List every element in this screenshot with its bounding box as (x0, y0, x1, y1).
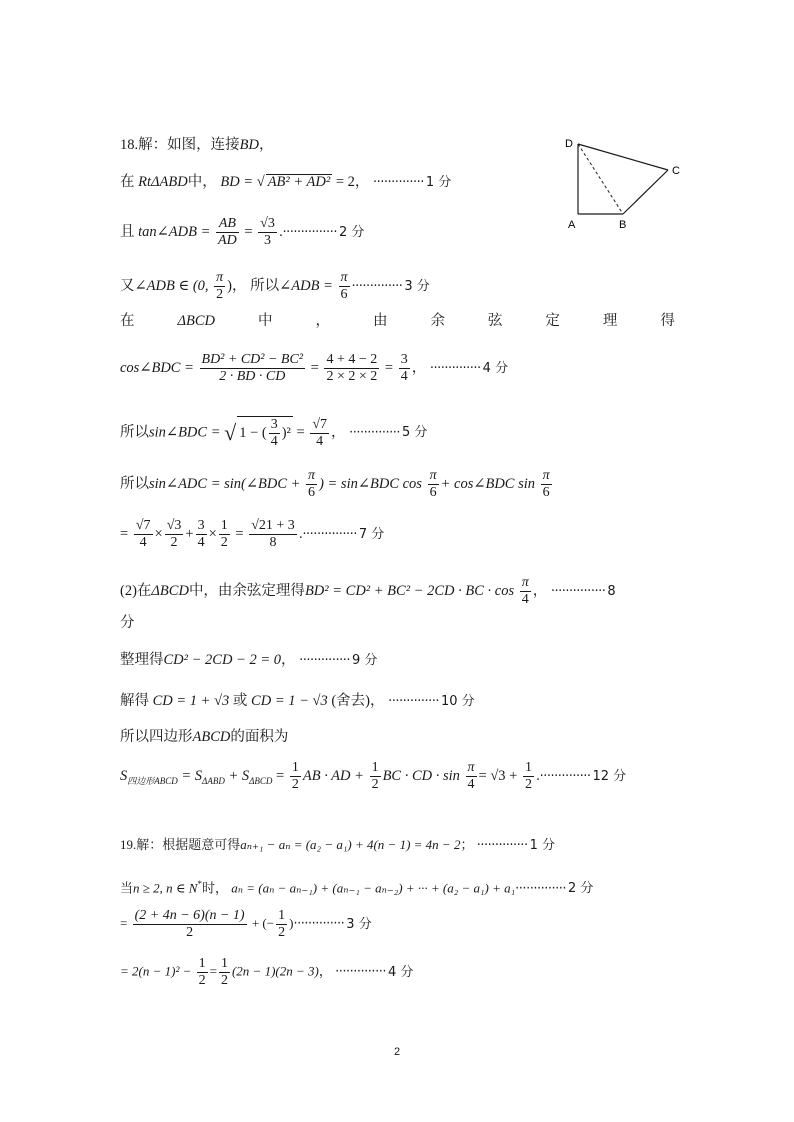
math: + (− (251, 915, 275, 931)
text: (2)在 (120, 582, 152, 599)
p18-line-13 (120, 694, 475, 709)
fraction (249, 518, 297, 551)
math: ∠ADB = (279, 277, 333, 294)
denominator: 4 (197, 535, 205, 551)
p18-line-9 (120, 518, 384, 551)
text: ， (331, 424, 346, 441)
numerator: π (520, 575, 531, 592)
radicand (237, 416, 293, 450)
math: = (296, 424, 305, 441)
text: ， (354, 174, 370, 190)
text: 得 (660, 313, 675, 329)
p18-line-4 (120, 270, 430, 303)
p19-line-1 (120, 838, 555, 852)
text: 所以四边形 (120, 729, 193, 745)
math: ∠ADB ∈ (0, (134, 277, 209, 294)
math: ) (289, 915, 294, 931)
superscript: * (197, 879, 202, 889)
denominator: 8 (269, 535, 277, 551)
math: CD² − 2CD − 2 = 0 (163, 652, 281, 668)
text: ； (460, 837, 474, 852)
math: Rt (138, 174, 152, 190)
fraction (399, 352, 410, 385)
edge-BC (623, 170, 668, 214)
edge-DC (578, 144, 668, 170)
math: = (120, 915, 128, 931)
fraction (197, 956, 208, 989)
p18-line-12 (120, 653, 377, 668)
numerator: π (306, 468, 317, 485)
math: BD² = CD² + BC² − 2CD · BC · cos (304, 582, 515, 599)
denominator: 4 (521, 592, 529, 608)
page-number: 2 (393, 1046, 401, 1058)
numerator: √7 (134, 518, 153, 535)
denominator: 2 (220, 973, 228, 989)
denominator: 2 (278, 925, 286, 941)
text: 余 (430, 313, 445, 329)
fraction (165, 518, 184, 551)
text: 且 (120, 223, 135, 240)
p18-line-1 (120, 138, 273, 153)
dot-leader: ·············· (515, 881, 567, 897)
denominator: 4 (467, 777, 475, 793)
numerator: π (339, 270, 350, 287)
sqrt: √ AB² + AD² (256, 174, 331, 190)
math: = (235, 525, 244, 542)
math: ΔABD (151, 174, 188, 190)
denominator: 3 (263, 233, 271, 249)
score: 10 分 (441, 694, 475, 709)
dot-leader: ·············· (429, 360, 481, 376)
denominator: 2 (371, 777, 379, 793)
math: ) (227, 277, 233, 294)
text: 弦 (487, 313, 503, 329)
dot-leader: .··············· (298, 526, 357, 542)
numerator: π (428, 468, 439, 485)
dot-leader: ·············· (335, 964, 386, 980)
text: 所以 (120, 475, 149, 492)
radicand: AB² + AD² (267, 174, 331, 190)
fraction (520, 575, 531, 608)
score: 9 分 (351, 653, 378, 668)
math: + S (228, 767, 250, 784)
p18-line-6 (120, 352, 508, 385)
fraction (196, 518, 207, 551)
denominator: 2 · BD · CD (219, 369, 286, 385)
numerator: √3 (258, 216, 277, 233)
math: × (154, 525, 163, 542)
subscript: ΔABD (202, 775, 225, 786)
numerator: 1 (276, 908, 287, 925)
fraction (133, 908, 247, 941)
text: ， (258, 137, 274, 153)
math: = √3 + (478, 767, 518, 784)
fraction (339, 270, 350, 303)
fraction (324, 352, 379, 385)
numerator: √7 (310, 417, 329, 434)
math: = (310, 359, 319, 376)
math: × (208, 525, 217, 542)
fraction (290, 760, 301, 793)
p18-line-2 (120, 174, 451, 190)
dot-leader: ··············· (550, 583, 606, 599)
numerator: 1 (197, 956, 208, 973)
math: = 2 (332, 174, 355, 190)
text: 解得 (120, 693, 149, 709)
p19-line-4 (120, 956, 413, 989)
fraction (214, 270, 225, 303)
denominator: 4 (316, 433, 324, 449)
denominator: 6 (542, 485, 550, 501)
quadrilateral-figure (560, 132, 690, 236)
denominator: 6 (429, 485, 437, 501)
math: 1 − ( (239, 424, 267, 441)
score: 7 分 (358, 526, 385, 542)
math: = (244, 223, 253, 240)
p18-line-15 (120, 760, 626, 793)
score: 3 分 (346, 916, 372, 932)
text: 在 (120, 313, 135, 329)
label-C: C (672, 165, 680, 177)
fraction (466, 760, 477, 793)
text: 18.解：如图，连接 (120, 137, 240, 153)
dot-leader: .·············· (536, 768, 591, 784)
math: )² (281, 424, 291, 441)
math: ΔBCD (151, 582, 189, 599)
dot-leader: ·············· (293, 916, 345, 932)
text: 定 (545, 313, 560, 329)
denominator: 2 × 2 × 2 (326, 369, 378, 385)
math: = 2(n − 1)² − (120, 963, 192, 979)
score: 2 分 (338, 224, 365, 240)
fraction (428, 468, 439, 501)
text: 整理得 (120, 652, 164, 668)
numerator: BD² + CD² − BC² (200, 352, 306, 369)
text: ， (318, 963, 332, 979)
score: 2 分 (568, 881, 594, 897)
math: + cos∠BDC sin (440, 475, 536, 492)
numerator: 3 (196, 518, 207, 535)
text: ， (281, 652, 296, 668)
numerator: 1 (290, 760, 301, 777)
numerator: 3 (399, 352, 410, 369)
denominator: 2 (170, 535, 178, 551)
math: = (276, 767, 285, 784)
math: sin∠BDC = (149, 424, 221, 441)
text: 由 (372, 313, 388, 329)
numerator: √21 + 3 (249, 518, 297, 535)
dot-leader: ·············· (349, 425, 400, 441)
fraction (134, 518, 153, 551)
p18-line-3 (120, 216, 364, 249)
subscript: 四边形ABCD (127, 775, 178, 786)
dot-leader: .··············· (278, 224, 337, 240)
denominator: 2 (216, 287, 224, 303)
math: (2n − 1)(2n − 3) (231, 963, 319, 979)
denominator: 4 (139, 535, 147, 551)
denominator: 6 (308, 485, 316, 501)
numerator: (2 + 4n − 6)(n − 1) (133, 908, 247, 925)
p18-line-11 (120, 616, 135, 631)
p18-line-14 (120, 730, 288, 745)
math: = (384, 359, 394, 376)
math: ) = sin∠BDC cos (319, 475, 422, 492)
sqrt: √ (224, 420, 237, 446)
score: 分 (120, 615, 135, 631)
math: aₙ = (aₙ − aₙ₋₁) + (aₙ₋₁ − aₙ₋₂) + ··· + (a₂ − a₁) + a₁ (231, 880, 516, 896)
score: 5 分 (402, 425, 428, 441)
denominator: 2 (291, 777, 299, 793)
score: 4 分 (482, 360, 509, 376)
p19-line-3 (120, 908, 372, 941)
math: ΔBCD (177, 313, 215, 329)
dot-leader: ·············· (351, 278, 403, 294)
p18-line-10 (120, 575, 616, 608)
fraction (276, 908, 287, 941)
subscript: ΔBCD (249, 775, 273, 786)
math: BD (239, 137, 259, 153)
text: 又 (120, 277, 135, 294)
math: + (185, 525, 194, 542)
numerator: √3 (165, 518, 184, 535)
dot-leader: ·············· (476, 838, 528, 853)
fraction (216, 216, 239, 249)
score: 8 (607, 583, 616, 599)
numerator: AB (216, 216, 239, 233)
fraction (200, 352, 306, 385)
math: n ≥ 2, n ∈ N (133, 880, 198, 896)
math: = (209, 963, 217, 979)
text: (舍去)， (331, 693, 385, 709)
p18-line-8 (120, 468, 554, 501)
score: 12 分 (592, 768, 627, 784)
p19-line-2 (120, 880, 593, 895)
text: 中，由余弦定理得 (188, 582, 305, 599)
numerator: 1 (219, 518, 230, 535)
math: BD = (220, 174, 257, 190)
numerator: π (214, 270, 225, 287)
numerator: 3 (269, 417, 280, 434)
math: CD = 1 − √3 (251, 693, 328, 709)
fraction (258, 216, 277, 249)
fraction (541, 468, 552, 501)
label-D: D (565, 138, 573, 150)
denominator: 2 (186, 925, 194, 941)
score: 4 分 (387, 964, 414, 980)
math: sin∠ADC = sin(∠BDC + (149, 475, 301, 492)
numerator: 1 (370, 760, 381, 777)
denominator: 6 (340, 287, 348, 303)
numerator: π (541, 468, 552, 485)
text: ， (315, 313, 330, 329)
label-B: B (619, 219, 627, 231)
dot-leader: ·············· (299, 653, 350, 668)
p18-line-7 (120, 416, 427, 450)
numerator: π (466, 760, 477, 777)
math: = S (181, 767, 203, 784)
fraction (219, 518, 230, 551)
text: 时， (201, 880, 228, 896)
text: 19.解：根据题意可得 (120, 837, 241, 852)
text: 当 (120, 880, 134, 896)
fraction (219, 956, 230, 989)
text: 或 (232, 693, 248, 709)
denominator: 2 (525, 777, 532, 793)
text: ， 所以 (232, 277, 280, 294)
math: tan∠ADB = (138, 223, 215, 240)
math: = (120, 525, 129, 542)
text: 所以 (120, 424, 149, 441)
text: 中 (257, 313, 273, 329)
fraction (523, 760, 534, 793)
score: 3 分 (404, 278, 430, 294)
math: ABCD (192, 729, 231, 745)
p18-line-5 (120, 314, 675, 329)
numerator: 1 (523, 760, 534, 777)
fraction (370, 760, 381, 793)
text: 的面积为 (230, 729, 289, 745)
denominator: 4 (400, 369, 408, 385)
text: ， (411, 359, 427, 376)
fraction (310, 417, 329, 450)
score: 1 分 (425, 175, 452, 190)
math: BC · CD · sin (382, 767, 460, 784)
denominator: 4 (270, 434, 278, 450)
math: aₙ₊₁ − aₙ = (a₂ − a₁) + 4(n − 1) = 4n − 2 (240, 837, 461, 852)
math: CD = 1 + √3 (152, 693, 230, 709)
numerator: 1 (219, 956, 230, 973)
denominator: AD (218, 233, 237, 249)
math: S (120, 767, 128, 784)
numerator: 4 + 4 − 2 (324, 352, 379, 369)
dot-leader: ·············· (373, 175, 424, 190)
text: 理 (602, 313, 618, 329)
denominator: 2 (220, 535, 228, 551)
fraction (306, 468, 317, 501)
math: AB · AD + (302, 767, 364, 784)
dot-leader: ·············· (388, 694, 439, 709)
math: cos∠BDC = (120, 359, 194, 376)
denominator: 2 (198, 973, 206, 989)
label-A: A (568, 219, 576, 231)
fraction (269, 417, 280, 450)
text: 在 (120, 174, 135, 190)
text: ， (532, 582, 548, 599)
score: 1 分 (529, 838, 555, 853)
text: 中， (187, 174, 217, 190)
